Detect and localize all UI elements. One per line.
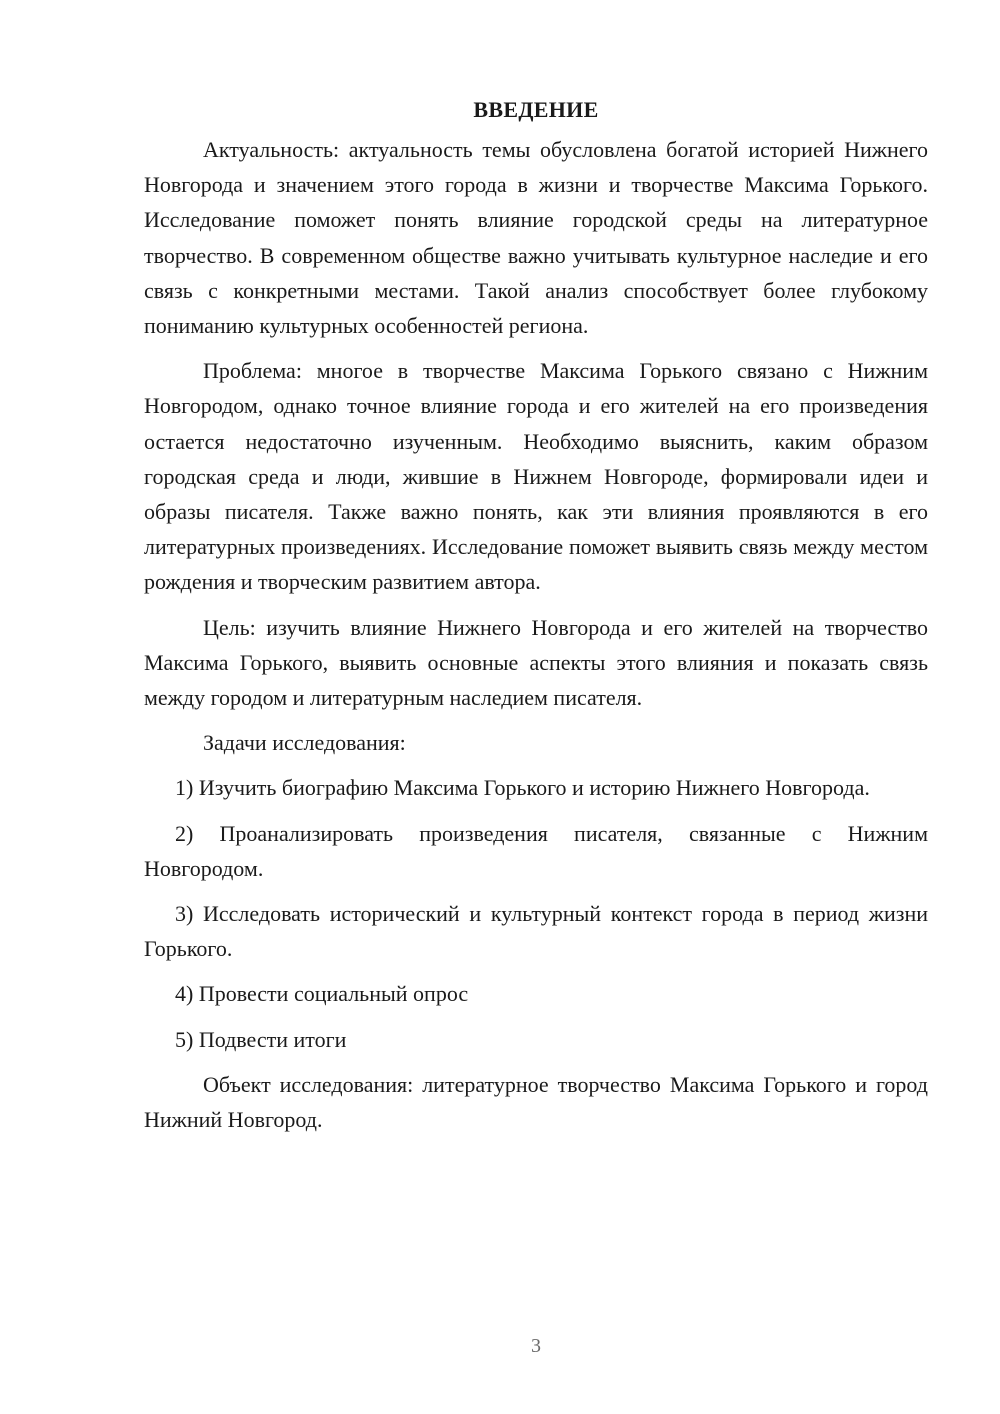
section-title: ВВЕДЕНИЕ bbox=[473, 97, 599, 122]
paragraph-object: Объект исследования: литературное творчество Максима Горького и город Нижний Новгород. bbox=[144, 1071, 928, 1133]
task-item-5: 5) Подвести итоги bbox=[175, 1026, 347, 1052]
task-item-1: 1) Изучить биографию Максима Горького и историю Нижнего Новгорода. bbox=[175, 775, 870, 801]
paragraph-problem: Проблема: многое в творчестве Максима Горького связано с Нижним Новгородом, однако точное влияние города и его жителей на его произведения остается недостаточно изученным. Необходимо выяснить, каким образом городская среда и люди, жившие в Нижнем Новгороде, формировали идеи и образы писателя. Также важно понять, как эти влияния проявляются в его литературных произведениях. Исследование поможет выявить связь между местом рождения и творческим развитием автора. bbox=[144, 358, 928, 595]
task-item-2: 2) Проанализировать произведения писателя, связанные с Нижним Новгородом. bbox=[144, 820, 928, 881]
page-number: 3 bbox=[531, 1335, 541, 1357]
document-page bbox=[144, 92, 928, 1147]
task-item-3: 3) Исследовать исторический и культурный контекст города в период жизни Горького. bbox=[144, 901, 928, 962]
paragraph-relevance: Актуальность: актуальность темы обусловлена богатой историей Нижнего Новгорода и значением этого города в жизни и творчестве Максима Горького. Исследование поможет понять влияние городской среды на литературное творчество. В современном обществе важно учитывать культурное наследие и его связь с конкретными местами. Такой анализ способствует более глубокому пониманию культурных особенностей региона. bbox=[144, 137, 928, 339]
task-item-4: 4) Провести социальный опрос bbox=[175, 981, 469, 1007]
paragraph-tasks-heading: Задачи исследования: bbox=[203, 730, 406, 756]
paragraph-goal: Цель: изучить влияние Нижнего Новгорода и его жителей на творчество Максима Горького, выявить основные аспекты этого влияния и показать связь между городом и литературным наследием писателя. bbox=[144, 614, 928, 711]
